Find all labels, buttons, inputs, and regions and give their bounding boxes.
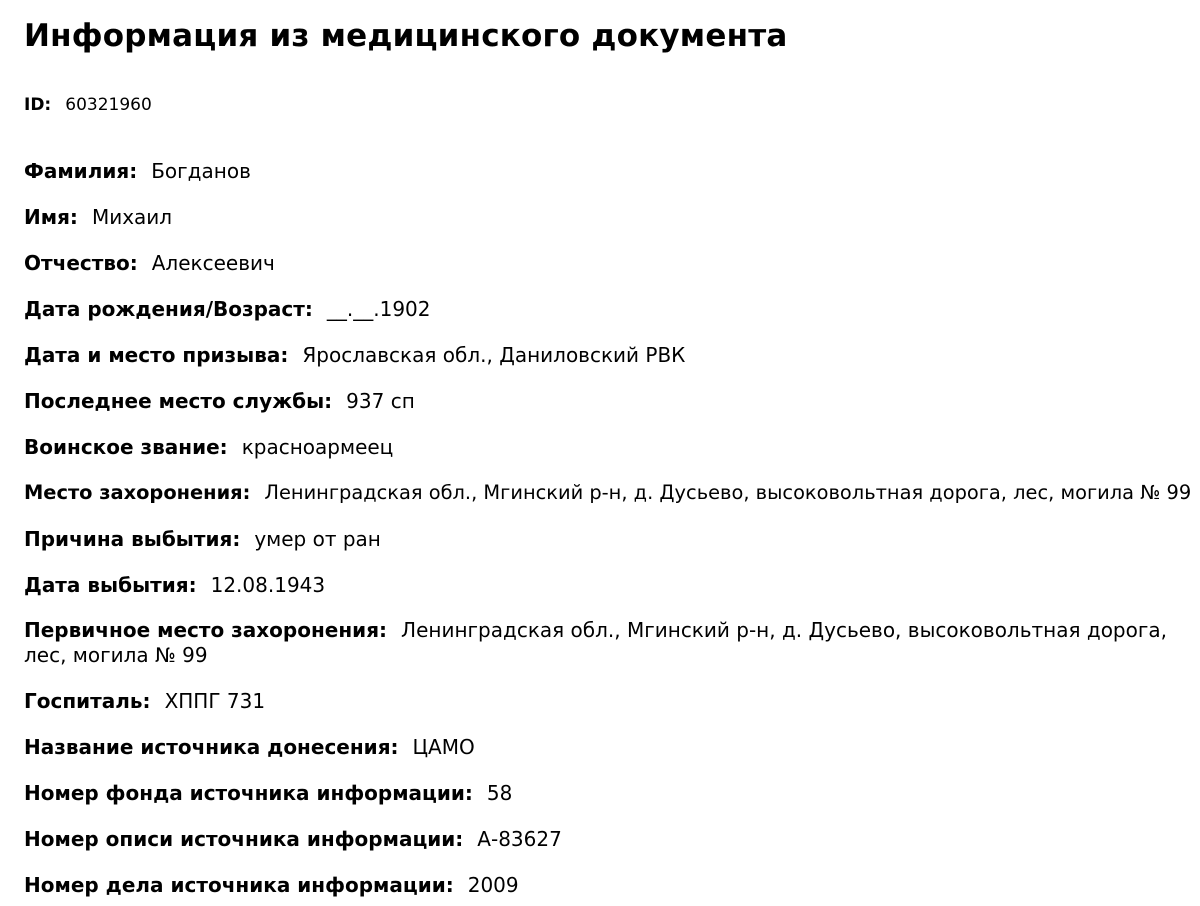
id-row [24, 94, 1200, 116]
field-value: Ленинградская обл., Мгинский р-н, д. Дусьево, высоковольтная дорога, лес, могила № 99 [264, 481, 1192, 504]
field-label: Причина выбытия: [24, 527, 241, 551]
field-value: 2009 [467, 873, 519, 897]
field-patronymic [24, 250, 1196, 276]
field-hospital [24, 688, 1196, 714]
id-value: 60321960 [65, 95, 152, 115]
field-label: Номер фонда источника информации: [24, 781, 473, 805]
field-label: Госпиталь: [24, 689, 151, 713]
field-value: Алексеевич [151, 251, 275, 275]
field-label: Имя: [24, 205, 78, 229]
field-label: Фамилия: [24, 159, 138, 183]
field-label: Воинское звание: [24, 435, 228, 459]
field-burial-place [24, 480, 1196, 506]
field-value: красноармеец [241, 435, 394, 459]
field-inventory-number [24, 826, 1196, 852]
field-label: Место захоронения: [24, 481, 251, 504]
field-source-name [24, 734, 1196, 760]
field-label: Номер описи источника информации: [24, 827, 464, 851]
field-value: __.__.1902 [326, 297, 431, 321]
field-fund-number [24, 780, 1196, 806]
field-label: Название источника донесения: [24, 735, 399, 759]
fields-list [24, 158, 1200, 898]
field-label: Дата рождения/Возраст: [24, 297, 313, 321]
field-value: Ленинградская обл., Мгинский р-н, д. Дусьево, высоковольтная дорога, лес, могила № 99 [24, 618, 1167, 667]
field-disposal-reason [24, 526, 1196, 552]
field-label: Дата и место призыва: [24, 343, 289, 367]
field-label: Отчество: [24, 251, 138, 275]
page-title: Информация из медицинского документа [24, 18, 788, 54]
field-value: умер от ран [254, 527, 381, 551]
field-label: Первичное место захоронения: [24, 618, 388, 642]
field-value: ЦАМО [412, 735, 475, 759]
field-primary-burial-place [24, 618, 1196, 668]
field-conscription [24, 342, 1196, 368]
field-last-name [24, 158, 1196, 184]
field-last-service-place [24, 388, 1196, 414]
field-value: ХППГ 731 [164, 689, 266, 713]
field-label: Последнее место службы: [24, 389, 333, 413]
field-value: Богданов [151, 159, 251, 183]
field-birth-date [24, 296, 1196, 322]
field-value: 12.08.1943 [210, 573, 326, 597]
field-value: Ярославская обл., Даниловский РВК [302, 343, 686, 367]
field-value: 58 [486, 781, 513, 805]
field-disposal-date [24, 572, 1196, 598]
field-value: 937 сп [346, 389, 415, 413]
field-military-rank [24, 434, 1196, 460]
id-label: ID: [24, 95, 52, 115]
field-label: Номер дела источника информации: [24, 873, 454, 897]
field-value: А-83627 [477, 827, 562, 851]
field-first-name [24, 204, 1196, 230]
field-case-number [24, 872, 1196, 898]
field-value: Михаил [91, 205, 173, 229]
field-label: Дата выбытия: [24, 573, 197, 597]
